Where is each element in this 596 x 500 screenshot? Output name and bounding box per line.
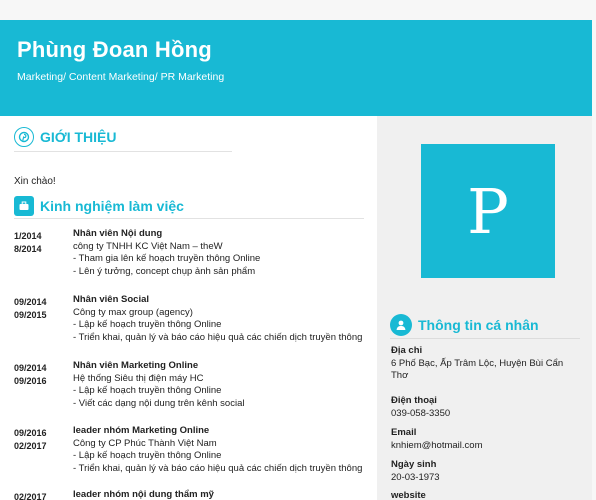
- job-task: - Triển khai, quản lý và báo cáo hiệu quả các chiến dịch truyền thông: [73, 331, 363, 343]
- intro-text: Xin chào!: [14, 176, 56, 187]
- resume-header: [0, 20, 592, 116]
- website-block: [391, 490, 581, 500]
- job-start: 09/2014: [14, 363, 47, 373]
- job-body: [73, 228, 373, 278]
- job-role: leader nhóm Marketing Online: [73, 425, 210, 436]
- job-task: - Lập kế hoạch truyền thông Online: [73, 450, 222, 461]
- experience-heading: Kinh nghiệm làm việc: [40, 198, 184, 214]
- job-company: công ty TNHH KC Việt Nam – theW: [73, 240, 223, 252]
- birthday-block: [391, 459, 581, 484]
- candidate-title: Marketing/ Content Marketing/ PR Marketing: [17, 71, 225, 83]
- job-body: [73, 360, 373, 410]
- experience-divider: [14, 218, 364, 219]
- job-company: Hệ thống Siêu thị điện máy HC: [73, 372, 204, 384]
- job-dates: [14, 230, 66, 256]
- personal-heading: Thông tin cá nhân: [418, 317, 539, 333]
- candidate-name: Phùng Đoan Hồng: [17, 37, 212, 62]
- birthday-label: Ngày sinh: [391, 459, 437, 470]
- email-block: [391, 427, 581, 452]
- email-value: knhiem@hotmail.com: [391, 439, 483, 451]
- address-value: 6 Phố Bạc, Ấp Trâm Lộc, Huyện Bùi Cẩn Thơ: [391, 357, 564, 381]
- avatar-letter: P: [467, 174, 509, 248]
- job-task: - Triển khai, quản lý và báo cáo hiệu quả các chiến dịch truyền thông: [73, 462, 363, 474]
- job-role: leader nhóm nội dung thẩm mỹ: [73, 489, 214, 500]
- job-company: Công ty CP Phúc Thành Việt Nam: [73, 437, 217, 449]
- job-role: Nhân viên Nội dung: [73, 228, 163, 239]
- job-body: [73, 425, 373, 475]
- job-dates: [14, 427, 66, 453]
- phone-block: [391, 395, 581, 420]
- experience-section-header: [14, 196, 184, 216]
- phone-value: 039-058-3350: [391, 407, 451, 419]
- job-task: - Lập kế hoạch truyền thông Online: [73, 319, 222, 330]
- pinterest-icon: [14, 127, 34, 147]
- address-label: Địa chỉ: [391, 345, 423, 356]
- email-label: Email: [391, 427, 417, 438]
- website-label: website: [391, 490, 426, 500]
- job-dates: [14, 362, 66, 388]
- job-end: 8/2014: [14, 244, 42, 254]
- job-start: 02/2017: [14, 492, 47, 500]
- job-body: [73, 294, 373, 344]
- job-task: - Tham gia lên kế hoạch truyền thông Online: [73, 253, 261, 264]
- job-company: Công ty max group (agency): [73, 306, 193, 318]
- job-dates: [14, 296, 66, 322]
- job-end: 02/2017: [14, 441, 47, 451]
- job-task: - Lên ý tưởng, concept chụp ảnh sản phẩm: [73, 265, 256, 277]
- personal-section-header: [390, 314, 539, 336]
- job-start: 09/2014: [14, 297, 47, 307]
- phone-label: Điện thoại: [391, 395, 437, 406]
- job-body: [73, 489, 373, 500]
- job-dates: [14, 491, 66, 500]
- avatar: [421, 144, 555, 278]
- job-end: 09/2015: [14, 310, 47, 320]
- job-task: - Viết các dạng nội dung trên kênh social: [73, 397, 245, 409]
- job-start: 09/2016: [14, 428, 47, 438]
- job-task: - Lập kế hoạch truyền thông Online: [73, 385, 222, 396]
- address-block: [391, 345, 581, 383]
- personal-divider: [390, 338, 580, 339]
- intro-heading: GIỚI THIỆU: [40, 129, 117, 145]
- user-icon: [390, 314, 412, 336]
- intro-divider: [14, 151, 232, 152]
- job-role: Nhân viên Social: [73, 294, 150, 305]
- birthday-value: 20-03-1973: [391, 471, 440, 483]
- job-role: Nhân viên Marketing Online: [73, 360, 199, 371]
- resume-sheet: [0, 20, 592, 500]
- job-end: 09/2016: [14, 376, 47, 386]
- job-start: 1/2014: [14, 231, 42, 241]
- briefcase-icon: [14, 196, 34, 216]
- intro-section-header: [14, 127, 117, 147]
